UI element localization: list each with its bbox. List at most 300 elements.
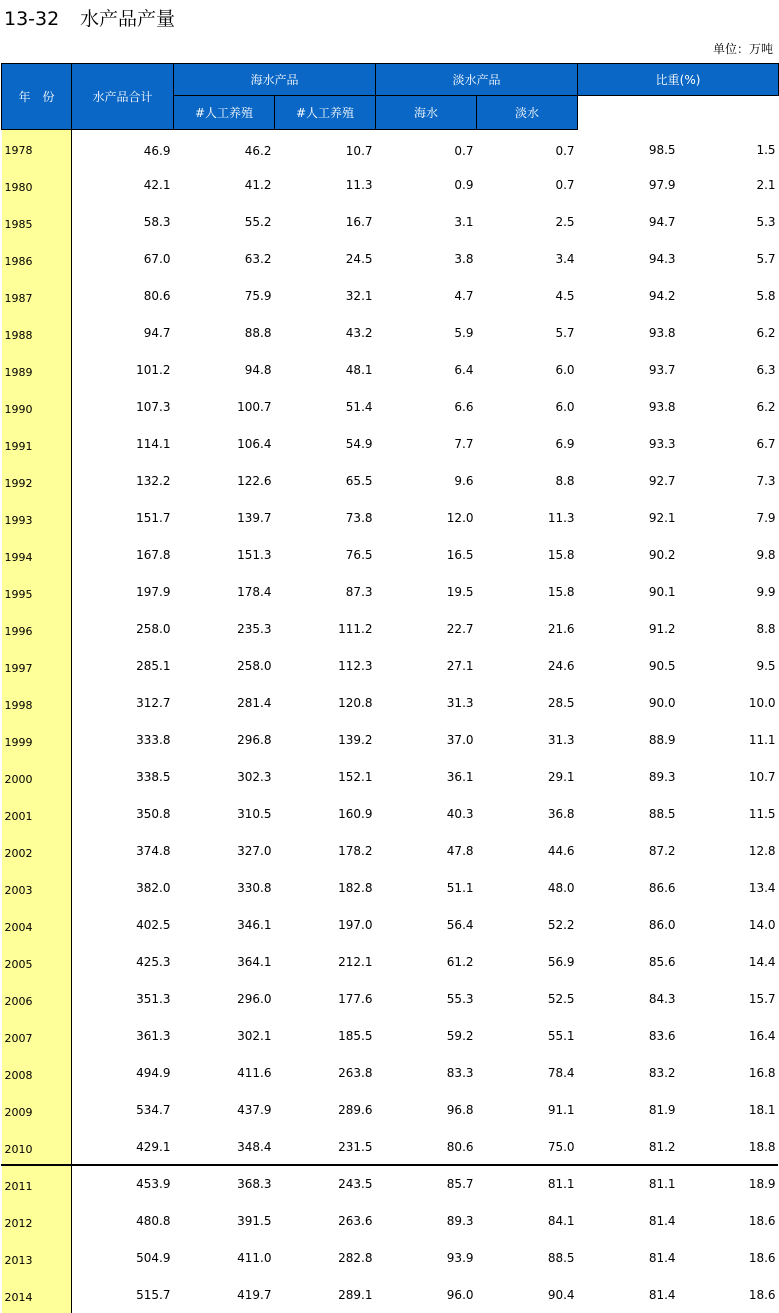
ratio-marine-cell: 88.5 — [578, 795, 679, 832]
ratio-marine-cell: 81.4 — [578, 1202, 679, 1239]
fresh-cultured-cell: 75.0 — [477, 1128, 578, 1165]
marine-cultured-cell: 231.5 — [275, 1128, 376, 1165]
ratio-fresh-cell: 2.1 — [679, 166, 779, 203]
ratio-fresh-cell: 18.8 — [679, 1128, 779, 1165]
header-marine: 海水产品 — [174, 64, 376, 96]
marine-cultured-cell: 32.1 — [275, 277, 376, 314]
ratio-marine-cell: 86.6 — [578, 869, 679, 906]
fresh-cell: 12.0 — [376, 499, 477, 536]
ratio-marine-cell: 88.9 — [578, 721, 679, 758]
marine-cell: 310.5 — [174, 795, 275, 832]
table-row — [2, 610, 779, 647]
fresh-cell: 5.9 — [376, 314, 477, 351]
table-row — [2, 869, 779, 906]
marine-cell: 178.4 — [174, 573, 275, 610]
total-cell: 374.8 — [72, 832, 174, 869]
table-row — [2, 1239, 779, 1276]
year-cell: 1993 — [2, 499, 72, 536]
header-ratio-fresh: 淡水 — [477, 96, 578, 130]
fresh-cultured-cell: 15.8 — [477, 573, 578, 610]
fresh-cultured-cell: 0.7 — [477, 166, 578, 203]
marine-cell: 411.6 — [174, 1054, 275, 1091]
table-title: 水产品产量 — [80, 8, 175, 30]
marine-cell: 139.7 — [174, 499, 275, 536]
fresh-cultured-cell: 55.1 — [477, 1017, 578, 1054]
ratio-fresh-cell: 6.2 — [679, 314, 779, 351]
header-marine-cultured: #人工养殖 — [174, 96, 275, 130]
fresh-cultured-cell: 88.5 — [477, 1239, 578, 1276]
marine-cell: 258.0 — [174, 647, 275, 684]
total-cell: 338.5 — [72, 758, 174, 795]
ratio-marine-cell: 90.5 — [578, 647, 679, 684]
table-row — [2, 832, 779, 869]
table-row — [2, 388, 779, 425]
fresh-cell: 6.4 — [376, 351, 477, 388]
marine-cultured-cell: 177.6 — [275, 980, 376, 1017]
table-row — [2, 1276, 779, 1313]
fresh-cell: 80.6 — [376, 1128, 477, 1165]
ratio-fresh-cell: 14.4 — [679, 943, 779, 980]
fresh-cell: 83.3 — [376, 1054, 477, 1091]
marine-cultured-cell: 76.5 — [275, 536, 376, 573]
fresh-cultured-cell: 91.1 — [477, 1091, 578, 1128]
header-ratio: 比重(%) — [578, 64, 779, 96]
year-cell: 2013 — [2, 1239, 72, 1276]
marine-cultured-cell: 43.2 — [275, 314, 376, 351]
ratio-fresh-cell: 16.4 — [679, 1017, 779, 1054]
fresh-cultured-cell: 84.1 — [477, 1202, 578, 1239]
table-row — [2, 721, 779, 758]
marine-cultured-cell: 65.5 — [275, 462, 376, 499]
marine-cell: 281.4 — [174, 684, 275, 721]
table-row — [2, 647, 779, 684]
year-cell: 1989 — [2, 351, 72, 388]
total-cell: 58.3 — [72, 203, 174, 240]
total-cell: 425.3 — [72, 943, 174, 980]
fresh-cell: 19.5 — [376, 573, 477, 610]
total-cell: 361.3 — [72, 1017, 174, 1054]
ratio-fresh-cell: 9.8 — [679, 536, 779, 573]
total-cell: 429.1 — [72, 1128, 174, 1165]
table-row — [2, 166, 779, 203]
table-row — [2, 499, 779, 536]
marine-cultured-cell: 185.5 — [275, 1017, 376, 1054]
total-cell: 67.0 — [72, 240, 174, 277]
table-row — [2, 203, 779, 240]
fresh-cell: 0.9 — [376, 166, 477, 203]
ratio-fresh-cell: 18.6 — [679, 1239, 779, 1276]
year-cell: 2009 — [2, 1091, 72, 1128]
marine-cell: 364.1 — [174, 943, 275, 980]
fresh-cultured-cell: 56.9 — [477, 943, 578, 980]
marine-cell: 419.7 — [174, 1276, 275, 1313]
ratio-marine-cell: 93.3 — [578, 425, 679, 462]
year-cell: 1990 — [2, 388, 72, 425]
fresh-cell: 16.5 — [376, 536, 477, 573]
year-cell: 2008 — [2, 1054, 72, 1091]
fresh-cultured-cell: 3.4 — [477, 240, 578, 277]
fresh-cell: 3.8 — [376, 240, 477, 277]
ratio-fresh-cell: 5.8 — [679, 277, 779, 314]
table-row — [2, 1128, 779, 1165]
header-fresh-cultured: #人工养殖 — [275, 96, 376, 130]
ratio-marine-cell: 81.2 — [578, 1128, 679, 1165]
table-header — [2, 64, 779, 130]
ratio-fresh-cell: 15.7 — [679, 980, 779, 1017]
ratio-fresh-cell: 10.0 — [679, 684, 779, 721]
total-cell: 333.8 — [72, 721, 174, 758]
year-cell: 2004 — [2, 906, 72, 943]
ratio-marine-cell: 94.7 — [578, 203, 679, 240]
marine-cell: 100.7 — [174, 388, 275, 425]
header-fresh: 淡水产品 — [376, 64, 578, 96]
marine-cultured-cell: 54.9 — [275, 425, 376, 462]
marine-cell: 391.5 — [174, 1202, 275, 1239]
total-cell: 107.3 — [72, 388, 174, 425]
year-cell: 1991 — [2, 425, 72, 462]
ratio-fresh-cell: 1.5 — [679, 130, 779, 167]
marine-cell: 94.8 — [174, 351, 275, 388]
marine-cell: 330.8 — [174, 869, 275, 906]
marine-cultured-cell: 51.4 — [275, 388, 376, 425]
fresh-cell: 36.1 — [376, 758, 477, 795]
table-row — [2, 314, 779, 351]
marine-cultured-cell: 263.8 — [275, 1054, 376, 1091]
fresh-cultured-cell: 21.6 — [477, 610, 578, 647]
ratio-fresh-cell: 18.6 — [679, 1276, 779, 1313]
marine-cultured-cell: 10.7 — [275, 130, 376, 167]
year-cell: 1998 — [2, 684, 72, 721]
ratio-fresh-cell: 12.8 — [679, 832, 779, 869]
year-cell: 2007 — [2, 1017, 72, 1054]
year-cell: 1995 — [2, 573, 72, 610]
marine-cultured-cell: 11.3 — [275, 166, 376, 203]
ratio-fresh-cell: 18.9 — [679, 1165, 779, 1202]
total-cell: 42.1 — [72, 166, 174, 203]
ratio-fresh-cell: 14.0 — [679, 906, 779, 943]
fresh-cultured-cell: 0.7 — [477, 130, 578, 167]
fresh-cell: 56.4 — [376, 906, 477, 943]
table-row — [2, 1202, 779, 1239]
fresh-cultured-cell: 6.0 — [477, 351, 578, 388]
fresh-cultured-cell: 90.4 — [477, 1276, 578, 1313]
table-row — [2, 795, 779, 832]
fresh-cultured-cell: 81.1 — [477, 1165, 578, 1202]
year-cell: 1996 — [2, 610, 72, 647]
table-body — [2, 130, 779, 1313]
table-row — [2, 1091, 779, 1128]
marine-cell: 327.0 — [174, 832, 275, 869]
year-cell: 1997 — [2, 647, 72, 684]
marine-cell: 296.8 — [174, 721, 275, 758]
year-cell: 1986 — [2, 240, 72, 277]
marine-cell: 75.9 — [174, 277, 275, 314]
table-row — [2, 277, 779, 314]
total-cell: 167.8 — [72, 536, 174, 573]
ratio-marine-cell: 85.6 — [578, 943, 679, 980]
marine-cultured-cell: 197.0 — [275, 906, 376, 943]
table-row — [2, 943, 779, 980]
ratio-fresh-cell: 9.9 — [679, 573, 779, 610]
marine-cell: 122.6 — [174, 462, 275, 499]
fresh-cell: 96.0 — [376, 1276, 477, 1313]
fresh-cell: 55.3 — [376, 980, 477, 1017]
year-cell: 2000 — [2, 758, 72, 795]
year-cell: 1987 — [2, 277, 72, 314]
total-cell: 382.0 — [72, 869, 174, 906]
ratio-marine-cell: 91.2 — [578, 610, 679, 647]
fresh-cultured-cell: 29.1 — [477, 758, 578, 795]
year-cell: 1988 — [2, 314, 72, 351]
fresh-cultured-cell: 31.3 — [477, 721, 578, 758]
ratio-fresh-cell: 6.2 — [679, 388, 779, 425]
total-cell: 402.5 — [72, 906, 174, 943]
marine-cell: 296.0 — [174, 980, 275, 1017]
total-cell: 197.9 — [72, 573, 174, 610]
table-row — [2, 906, 779, 943]
ratio-fresh-cell: 11.5 — [679, 795, 779, 832]
header-year: 年 份 — [2, 64, 72, 130]
table-row — [2, 573, 779, 610]
marine-cultured-cell: 289.6 — [275, 1091, 376, 1128]
fresh-cell: 27.1 — [376, 647, 477, 684]
year-cell: 2006 — [2, 980, 72, 1017]
header-total: 水产品合计 — [72, 64, 174, 130]
total-cell: 504.9 — [72, 1239, 174, 1276]
ratio-fresh-cell: 11.1 — [679, 721, 779, 758]
marine-cell: 346.1 — [174, 906, 275, 943]
fresh-cultured-cell: 48.0 — [477, 869, 578, 906]
year-cell: 1999 — [2, 721, 72, 758]
table-row — [2, 1054, 779, 1091]
marine-cell: 302.3 — [174, 758, 275, 795]
marine-cultured-cell: 111.2 — [275, 610, 376, 647]
fresh-cell: 93.9 — [376, 1239, 477, 1276]
table-row — [2, 351, 779, 388]
marine-cultured-cell: 282.8 — [275, 1239, 376, 1276]
marine-cell: 235.3 — [174, 610, 275, 647]
marine-cultured-cell: 263.6 — [275, 1202, 376, 1239]
ratio-marine-cell: 81.1 — [578, 1165, 679, 1202]
fresh-cell: 7.7 — [376, 425, 477, 462]
production-table — [1, 63, 779, 1313]
table-row — [2, 240, 779, 277]
table-row — [2, 684, 779, 721]
fresh-cell: 6.6 — [376, 388, 477, 425]
ratio-marine-cell: 86.0 — [578, 906, 679, 943]
ratio-fresh-cell: 8.8 — [679, 610, 779, 647]
bottom-rule — [1, 1164, 778, 1166]
total-cell: 312.7 — [72, 684, 174, 721]
unit-label: 单位：万吨 — [713, 41, 773, 57]
ratio-marine-cell: 89.3 — [578, 758, 679, 795]
total-cell: 132.2 — [72, 462, 174, 499]
marine-cell: 437.9 — [174, 1091, 275, 1128]
header-ratio-marine: 海水 — [376, 96, 477, 130]
fresh-cultured-cell: 5.7 — [477, 314, 578, 351]
page-title — [4, 5, 175, 33]
marine-cell: 348.4 — [174, 1128, 275, 1165]
table-row — [2, 425, 779, 462]
ratio-marine-cell: 92.1 — [578, 499, 679, 536]
year-cell: 2012 — [2, 1202, 72, 1239]
fresh-cultured-cell: 52.2 — [477, 906, 578, 943]
fresh-cultured-cell: 78.4 — [477, 1054, 578, 1091]
marine-cultured-cell: 87.3 — [275, 573, 376, 610]
ratio-marine-cell: 92.7 — [578, 462, 679, 499]
ratio-marine-cell: 87.2 — [578, 832, 679, 869]
fresh-cell: 96.8 — [376, 1091, 477, 1128]
marine-cell: 63.2 — [174, 240, 275, 277]
year-cell: 2005 — [2, 943, 72, 980]
fresh-cultured-cell: 6.0 — [477, 388, 578, 425]
total-cell: 534.7 — [72, 1091, 174, 1128]
ratio-marine-cell: 93.8 — [578, 388, 679, 425]
table-row — [2, 980, 779, 1017]
marine-cultured-cell: 212.1 — [275, 943, 376, 980]
fresh-cell: 3.1 — [376, 203, 477, 240]
fresh-cultured-cell: 4.5 — [477, 277, 578, 314]
fresh-cultured-cell: 8.8 — [477, 462, 578, 499]
marine-cell: 55.2 — [174, 203, 275, 240]
marine-cultured-cell: 178.2 — [275, 832, 376, 869]
ratio-fresh-cell: 7.9 — [679, 499, 779, 536]
ratio-fresh-cell: 6.3 — [679, 351, 779, 388]
marine-cultured-cell: 120.8 — [275, 684, 376, 721]
total-cell: 94.7 — [72, 314, 174, 351]
ratio-marine-cell: 83.2 — [578, 1054, 679, 1091]
year-cell: 1985 — [2, 203, 72, 240]
year-cell: 2010 — [2, 1128, 72, 1165]
year-cell: 2003 — [2, 869, 72, 906]
year-cell: 1978 — [2, 130, 72, 167]
total-cell: 46.9 — [72, 130, 174, 167]
ratio-marine-cell: 81.4 — [578, 1276, 679, 1313]
total-cell: 480.8 — [72, 1202, 174, 1239]
ratio-fresh-cell: 13.4 — [679, 869, 779, 906]
fresh-cultured-cell: 6.9 — [477, 425, 578, 462]
marine-cell: 368.3 — [174, 1165, 275, 1202]
total-cell: 494.9 — [72, 1054, 174, 1091]
ratio-marine-cell: 90.1 — [578, 573, 679, 610]
fresh-cell: 4.7 — [376, 277, 477, 314]
ratio-marine-cell: 84.3 — [578, 980, 679, 1017]
marine-cell: 302.1 — [174, 1017, 275, 1054]
marine-cultured-cell: 152.1 — [275, 758, 376, 795]
marine-cultured-cell: 182.8 — [275, 869, 376, 906]
fresh-cell: 31.3 — [376, 684, 477, 721]
year-cell: 1994 — [2, 536, 72, 573]
total-cell: 101.2 — [72, 351, 174, 388]
fresh-cultured-cell: 44.6 — [477, 832, 578, 869]
year-cell: 2002 — [2, 832, 72, 869]
ratio-fresh-cell: 18.1 — [679, 1091, 779, 1128]
ratio-fresh-cell: 10.7 — [679, 758, 779, 795]
marine-cultured-cell: 289.1 — [275, 1276, 376, 1313]
ratio-marine-cell: 90.2 — [578, 536, 679, 573]
total-cell: 258.0 — [72, 610, 174, 647]
table-row — [2, 130, 779, 167]
ratio-marine-cell: 94.3 — [578, 240, 679, 277]
fresh-cell: 51.1 — [376, 869, 477, 906]
ratio-marine-cell: 93.8 — [578, 314, 679, 351]
year-cell: 2011 — [2, 1165, 72, 1202]
total-cell: 351.3 — [72, 980, 174, 1017]
year-cell: 2001 — [2, 795, 72, 832]
marine-cultured-cell: 16.7 — [275, 203, 376, 240]
ratio-marine-cell: 98.5 — [578, 130, 679, 167]
fresh-cell: 40.3 — [376, 795, 477, 832]
ratio-marine-cell: 94.2 — [578, 277, 679, 314]
ratio-fresh-cell: 6.7 — [679, 425, 779, 462]
ratio-fresh-cell: 9.5 — [679, 647, 779, 684]
year-cell: 1980 — [2, 166, 72, 203]
marine-cultured-cell: 73.8 — [275, 499, 376, 536]
ratio-fresh-cell: 18.6 — [679, 1202, 779, 1239]
marine-cell: 411.0 — [174, 1239, 275, 1276]
marine-cell: 88.8 — [174, 314, 275, 351]
ratio-marine-cell: 90.0 — [578, 684, 679, 721]
fresh-cell: 59.2 — [376, 1017, 477, 1054]
fresh-cultured-cell: 36.8 — [477, 795, 578, 832]
table-row — [2, 462, 779, 499]
marine-cell: 46.2 — [174, 130, 275, 167]
total-cell: 114.1 — [72, 425, 174, 462]
fresh-cell: 89.3 — [376, 1202, 477, 1239]
marine-cultured-cell: 24.5 — [275, 240, 376, 277]
ratio-marine-cell: 81.9 — [578, 1091, 679, 1128]
fresh-cell: 9.6 — [376, 462, 477, 499]
total-cell: 515.7 — [72, 1276, 174, 1313]
ratio-marine-cell: 83.6 — [578, 1017, 679, 1054]
table-row — [2, 758, 779, 795]
fresh-cultured-cell: 15.8 — [477, 536, 578, 573]
marine-cell: 41.2 — [174, 166, 275, 203]
fresh-cell: 85.7 — [376, 1165, 477, 1202]
marine-cultured-cell: 48.1 — [275, 351, 376, 388]
fresh-cell: 0.7 — [376, 130, 477, 167]
year-cell: 2014 — [2, 1276, 72, 1313]
marine-cultured-cell: 243.5 — [275, 1165, 376, 1202]
table-code: 13-32 — [4, 5, 80, 33]
year-cell: 1992 — [2, 462, 72, 499]
marine-cell: 106.4 — [174, 425, 275, 462]
ratio-marine-cell: 93.7 — [578, 351, 679, 388]
total-cell: 285.1 — [72, 647, 174, 684]
fresh-cultured-cell: 28.5 — [477, 684, 578, 721]
table-row — [2, 1017, 779, 1054]
marine-cultured-cell: 139.2 — [275, 721, 376, 758]
total-cell: 80.6 — [72, 277, 174, 314]
fresh-cell: 37.0 — [376, 721, 477, 758]
ratio-marine-cell: 81.4 — [578, 1239, 679, 1276]
fresh-cultured-cell: 11.3 — [477, 499, 578, 536]
fresh-cultured-cell: 24.6 — [477, 647, 578, 684]
ratio-fresh-cell: 7.3 — [679, 462, 779, 499]
marine-cell: 151.3 — [174, 536, 275, 573]
fresh-cell: 47.8 — [376, 832, 477, 869]
table-row — [2, 1165, 779, 1202]
fresh-cell: 61.2 — [376, 943, 477, 980]
ratio-fresh-cell: 16.8 — [679, 1054, 779, 1091]
fresh-cell: 22.7 — [376, 610, 477, 647]
ratio-fresh-cell: 5.7 — [679, 240, 779, 277]
marine-cultured-cell: 112.3 — [275, 647, 376, 684]
fresh-cultured-cell: 2.5 — [477, 203, 578, 240]
fresh-cultured-cell: 52.5 — [477, 980, 578, 1017]
marine-cultured-cell: 160.9 — [275, 795, 376, 832]
table-row — [2, 536, 779, 573]
